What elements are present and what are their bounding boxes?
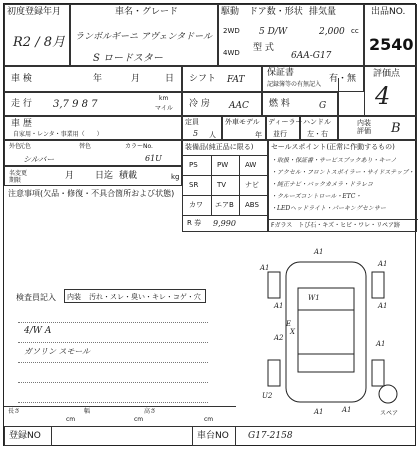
interior-score-cell	[338, 116, 417, 140]
windshield-label: Fガラス トび石・キズ・ヒビ・ワレ・リペア跡	[271, 222, 401, 229]
sales-point-1: ・取扱・保証書・サービスブックあり・キーノ	[271, 157, 397, 164]
color-code-value: 61U	[145, 154, 162, 163]
drive-2wd-option: 2WD	[223, 27, 240, 35]
loading-unit: kg	[171, 173, 180, 181]
spare-tire-icon	[379, 385, 397, 403]
spare-label: スペア	[380, 410, 399, 417]
exhibit-no-cell	[364, 4, 417, 66]
car-name-value: ランボルギーニ アヴェンタドール	[75, 32, 212, 42]
equip-leather: カワ	[189, 201, 203, 209]
warranty-label: 保証書	[267, 68, 295, 78]
sales-points-cell	[268, 140, 417, 232]
model-label: 型 式	[253, 43, 274, 53]
shift-label: シフト	[189, 74, 217, 84]
r-ticket-label: R 券	[187, 219, 202, 227]
mark-9: A1	[376, 340, 386, 348]
warranty-value: 有・無	[329, 74, 357, 84]
capacity-label: 定員	[185, 118, 199, 126]
mark-10: U2	[262, 392, 273, 400]
inspector-note-1: 4/W A	[24, 326, 52, 336]
displacement-label: 排気量	[309, 7, 337, 17]
sales-points-label: セールスポイント(正常に作動するもの)	[271, 143, 395, 151]
handle-label: ハンドル	[303, 118, 331, 126]
shaken-day: 日	[165, 74, 175, 84]
height-label: 高さ	[144, 408, 157, 415]
history-options: 自家用・レンタ・事業用（ ）	[13, 131, 103, 138]
notes-label: 注意事項(欠品・修復・不具合箇所および状態)	[8, 189, 175, 198]
length-label: 長さ	[8, 408, 21, 415]
shift-value: FAT	[227, 75, 245, 85]
chassis-no-value: G17-2158	[248, 431, 293, 441]
damage-diagram	[238, 242, 414, 422]
capacity-unit: 人	[209, 131, 216, 139]
displacement-value: 2,000	[319, 27, 345, 37]
first-registration-label: 初度登録年月	[7, 7, 62, 17]
reg-no-label-cell	[4, 426, 52, 446]
shaken-label: 車 検	[11, 74, 32, 84]
fuel-value: G	[319, 101, 327, 111]
first-registration-cell	[4, 4, 70, 66]
shaken-month: 月	[131, 74, 141, 84]
exhibit-no-value: 2540	[369, 35, 414, 54]
sales-point-5: ・LEDヘッドライト・パーキングセンサー	[271, 205, 386, 212]
aircon-value: AAC	[229, 101, 249, 111]
length-unit: cm	[66, 416, 76, 423]
warranty-sub: 記録簿等の有無記入	[267, 81, 322, 88]
sales-point-4: ・クルーズコントロール・ETC・	[271, 193, 362, 200]
score-value: 4	[375, 82, 391, 110]
mark-8: X	[290, 328, 295, 336]
equip-sr: SR	[189, 181, 199, 189]
history-label: 車 歴	[11, 119, 32, 129]
dealer-value: 並行	[273, 130, 287, 138]
height-unit: cm	[204, 416, 214, 423]
equip-pw: PW	[217, 161, 229, 169]
aircon-cell	[182, 92, 262, 116]
mileage-value: 3,7 9 8 7	[53, 99, 98, 110]
equipment-cell	[182, 140, 268, 232]
transfer-cell	[4, 166, 182, 186]
color-original-value: シルバー	[23, 155, 55, 164]
wheel-fl	[268, 272, 280, 298]
roof-outline	[298, 310, 354, 354]
fuel-label: 燃 料	[269, 99, 290, 109]
dealer-cell	[266, 116, 303, 140]
sales-point-3: ・純正ナビ・バックカメラ・ドラレコ	[271, 181, 374, 188]
mark-4: W1	[308, 294, 320, 302]
capacity-cell	[182, 116, 222, 140]
loading-label: 積載	[119, 171, 138, 181]
shift-cell	[182, 66, 262, 92]
spec-cell	[218, 4, 364, 66]
inspector-interior-label: 内装	[67, 293, 81, 301]
width-unit: cm	[134, 416, 144, 423]
doors-value: 5 D/W	[259, 27, 288, 37]
grade-value: S ロードスター	[93, 53, 163, 64]
chassis-no-label: 車台NO	[197, 431, 229, 441]
score-label: 評価点	[373, 69, 401, 79]
mark-7: A2	[274, 334, 284, 342]
transfer-label: 名変更期限	[9, 170, 28, 184]
import-model-year: 年	[255, 131, 262, 139]
color-ext-label: 外色	[9, 143, 22, 150]
mileage-unit-mile: マイル	[155, 105, 173, 112]
interior-score-value: B	[391, 121, 401, 136]
dealer-label: ディーラー	[268, 118, 303, 126]
equip-abs: ABS	[245, 201, 259, 209]
inspector-interior-options: 汚れ・スレ・臭い・キレ・コゲ・穴	[89, 293, 201, 301]
sales-point-2: ・アクセル・フロントスポイラー・サイドステップ・	[271, 169, 415, 176]
windshield-outline	[298, 288, 354, 310]
car-name-label: 車名・グレード	[115, 7, 179, 17]
mileage-cell	[4, 92, 182, 116]
import-model-cell	[222, 116, 266, 140]
handle-value: 左・右	[307, 130, 328, 138]
drive-label: 駆動	[221, 7, 240, 17]
mark-2: A1	[378, 260, 388, 268]
mark-6: E	[286, 320, 292, 328]
mark-0: A1	[314, 248, 324, 256]
shaken-cell	[4, 66, 182, 92]
import-model-label: 外車モデル	[225, 118, 260, 126]
transfer-day: 日迄	[95, 171, 114, 181]
auction-sheet	[3, 3, 416, 446]
car-name-cell	[70, 4, 218, 66]
equip-aw: AW	[245, 161, 257, 169]
wheel-fr	[372, 272, 384, 298]
mark-5: A1	[378, 302, 388, 310]
transfer-month: 月	[65, 171, 75, 181]
equip-navi: ナビ	[245, 181, 259, 189]
mark-12: A1	[342, 406, 352, 414]
drive-4wd-option: 4WD	[223, 49, 240, 57]
mark-3: A1	[274, 302, 284, 310]
equipment-label: 装備品(純正品に限る)	[185, 143, 254, 151]
history-cell	[4, 116, 182, 140]
inspector-note-2: ガソリン スモール	[24, 347, 91, 356]
rear-window-outline	[298, 354, 354, 372]
equip-airbag: エアB	[215, 201, 234, 209]
inspector-interior-box	[64, 289, 206, 303]
mileage-label: 走 行	[11, 99, 32, 109]
cc-unit: cc	[351, 27, 359, 35]
inspector-label: 検査員記入	[16, 293, 56, 302]
color-changed-label: 替色	[79, 143, 92, 150]
color-original-label: 元色	[19, 143, 32, 150]
equip-tv: TV	[217, 181, 227, 189]
reg-no-label: 登録NO	[9, 431, 41, 441]
score-value-box	[338, 78, 417, 116]
wheel-rl	[268, 360, 280, 386]
doors-label: ドア数・形状	[249, 7, 303, 17]
equip-ps: PS	[189, 161, 198, 169]
r-ticket-value: 9,990	[213, 219, 236, 228]
model-value: 6AA-G17	[291, 51, 332, 61]
fuel-cell	[262, 92, 338, 116]
mileage-unit-km: km	[159, 95, 169, 102]
interior-score-label: 内装評価	[357, 119, 371, 135]
wheel-rr	[372, 360, 384, 386]
color-code-label: カラーNo.	[125, 143, 153, 150]
first-registration-value: R2 / 8月	[13, 35, 65, 50]
aircon-label: 冷 房	[189, 99, 210, 109]
mark-1: A1	[260, 264, 270, 272]
capacity-value: 5	[193, 129, 199, 138]
handle-cell	[300, 116, 338, 140]
chassis-no-label-cell	[192, 426, 236, 446]
width-label: 幅	[84, 408, 91, 415]
shaken-year: 年	[93, 74, 103, 84]
mark-11: A1	[314, 408, 324, 416]
exhibit-no-label: 出品NO.	[371, 7, 406, 17]
color-cell	[4, 140, 182, 166]
